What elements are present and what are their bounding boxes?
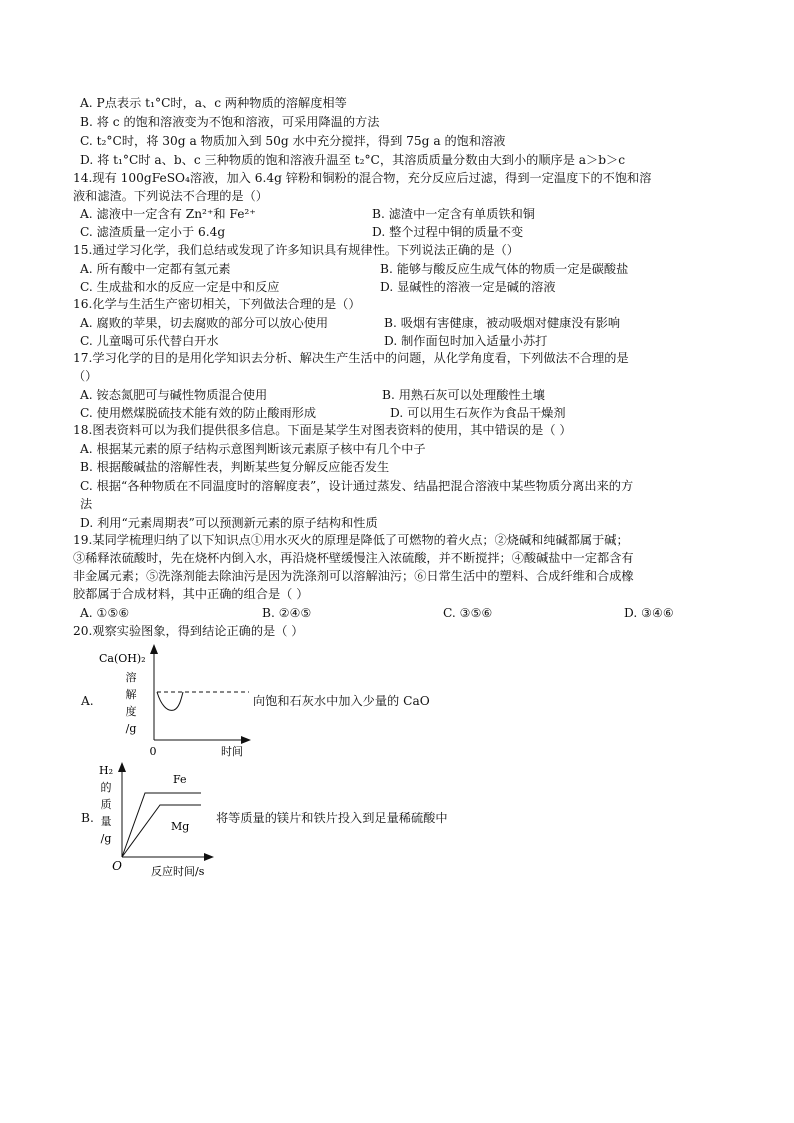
q14-option-a: A. 滤液中一定含有 Zn²⁺和 Fe²⁺: [80, 207, 256, 221]
graph-a-y-char-2: 解: [125, 688, 137, 701]
q18-option-d: D. 利用“元素周期表”可以预测新元素的原子结构和性质: [80, 516, 378, 530]
graph-b-label-mg: Mg: [171, 820, 190, 833]
graph-a-x-arrow: [241, 736, 251, 744]
q14-stem-line2: 液和滤渣。下列说法不合理的是（）: [73, 189, 268, 203]
q19-option-b: B. ②④⑤: [262, 606, 312, 620]
q13-option-b: B. 将 c 的饱和溶液变为不饱和溶液，可采用降温的方法: [80, 115, 380, 129]
graph-b-x-label: 反应时间/s: [151, 865, 205, 878]
q19-stem-line1: 19.某同学梳理归纳了以下知识点①用水灭火的原理是降低了可燃物的着火点；②烧碱和纯碱都属于碱；: [73, 533, 629, 547]
q16-option-c: C. 儿童喝可乐代替白开水: [80, 334, 219, 348]
q15-stem: 15.通过学习化学，我们总结或发现了许多知识具有规律性。下列说法正确的是（）: [73, 243, 519, 257]
q20-graph-b-option: B.: [81, 811, 94, 825]
q14-stem-line1: 14.现有 100gFeSO₄溶液，加入 6.4g 锌粉和铜粉的混合物，充分反应后过滤，得到一定温度下的不饱和溶: [73, 171, 652, 185]
q17-option-a: A. 铵态氮肥可与碱性物质混合使用: [80, 388, 268, 402]
q20-graph-a-option: A.: [81, 694, 94, 708]
q16-option-b: B. 吸烟有害健康，被动吸烟对健康没有影响: [384, 316, 621, 330]
q13-option-a: A. P点表示 t₁°C时，a、c 两种物质的溶解度相等: [80, 96, 347, 110]
graph-b-y-char-3: 质: [100, 798, 112, 811]
graph-a-y-label-top: Ca(OH)₂: [99, 652, 146, 665]
q17-option-c: C. 使用燃煤脱硫技术能有效的防止酸雨形成: [80, 406, 317, 420]
q19-stem-line2: ③稀释浓硫酸时，先在烧杯内倒入水，再沿烧杯壁缓慢注入浓硫酸，并不断搅拌；④酸碱盐中一定都含有: [73, 551, 634, 565]
q18-stem: 18.图表资料可以为我们提供很多信息。下面是某学生对图表资料的使用，其中错误的是（ ）: [73, 423, 572, 437]
q15-option-a: A. 所有酸中一定都有氢元素: [80, 262, 231, 276]
q16-option-d: D. 制作面包时加入适量小苏打: [384, 334, 548, 348]
q19-stem-line4: 胶都属于合成材料，其中正确的组合是（ ）: [73, 587, 309, 601]
graph-b-x-arrow: [204, 853, 214, 861]
graph-a-y-char-4: /g: [125, 722, 137, 735]
graph-a-origin: 0: [149, 745, 157, 758]
q19-stem-line3: 非金属元素；⑤洗涤剂能去除油污是因为洗涤剂可以溶解油污；⑥日常生活中的塑料、合成纤维和合成橡: [73, 569, 634, 583]
q17-option-b: B. 用熟石灰可以处理酸性土壤: [382, 388, 545, 402]
q15-option-c: C. 生成盐和水的反应一定是中和反应: [80, 280, 280, 294]
q14-option-b: B. 滤渣中一定含有单质铁和铜: [372, 207, 535, 221]
graph-a-curve: [157, 692, 183, 710]
q14-option-d: D. 整个过程中铜的质量不变: [372, 225, 524, 239]
graph-a-y-arrow: [150, 644, 158, 654]
graph-b-label-fe: Fe: [173, 773, 187, 786]
q15-option-d: D. 显碱性的溶液一定是碱的溶液: [380, 280, 556, 294]
q20-stem: 20.观察实验图象，得到结论正确的是（ ）: [73, 624, 304, 638]
graph-b-y-arrow: [118, 762, 126, 772]
q20-graph-b-caption: 将等质量的镁片和铁片投入到足量稀硫酸中: [216, 811, 448, 825]
q19-option-a: A. ①⑤⑥: [80, 606, 130, 620]
q17-option-d: D. 可以用生石灰作为食品干燥剂: [390, 406, 566, 420]
graph-b-origin: O: [112, 859, 122, 873]
graph-b-y-char-2: 的: [100, 781, 112, 794]
q18-option-b: B. 根据酸碱盐的溶解性表，判断某些复分解反应能否发生: [80, 460, 390, 474]
q17-stem-line2: （）: [73, 369, 98, 383]
q16-stem: 16.化学与生活生产密切相关，下列做法合理的是（）: [73, 297, 361, 311]
q19-option-d: D. ③④⑥: [624, 606, 674, 620]
q15-option-b: B. 能够与酸反应生成气体的物质一定是碳酸盐: [380, 262, 629, 276]
q18-option-c-line1: C. 根据“各种物质在不同温度时的溶解度表”，设计通过蒸发、结晶把混合溶液中某些物质分离出来的方: [80, 479, 634, 493]
q13-option-c: C. t₂°C时，将 30g a 物质加入到 50g 水中充分搅拌，得到 75g a 的饱和溶液: [80, 134, 506, 148]
q18-option-a: A. 根据某元素的原子结构示意图判断该元素原子核中有几个中子: [80, 442, 426, 456]
q20-graph-a-caption: 向饱和石灰水中加入少量的 CaO: [253, 694, 430, 708]
graph-b-y-char-1: H₂: [98, 764, 114, 777]
q14-option-c: C. 滤渣质量一定小于 6.4g: [80, 225, 226, 239]
q19-option-c: C. ③⑤⑥: [443, 606, 493, 620]
q16-option-a: A. 腐败的苹果，切去腐败的部分可以放心使用: [80, 316, 329, 330]
graph-b-y-char-5: /g: [100, 832, 112, 845]
graph-b-y-char-4: 量: [100, 815, 112, 828]
graph-a-y-char-1: 溶: [125, 671, 137, 684]
q17-stem-line1: 17.学习化学的目的是用化学知识去分析、解决生产生活中的问题，从化学角度看，下列做法不合理的是: [73, 351, 629, 365]
q18-option-c-line2: 法: [80, 497, 93, 511]
graph-a-y-char-3: 度: [125, 705, 137, 718]
graph-a-x-label: 时间: [221, 745, 243, 758]
q13-option-d: D. 将 t₁°C时 a、b、c 三种物质的饱和溶液升温至 t₂°C，其溶质质量分数由大到小的顺序是 a＞b＞c: [80, 153, 626, 167]
